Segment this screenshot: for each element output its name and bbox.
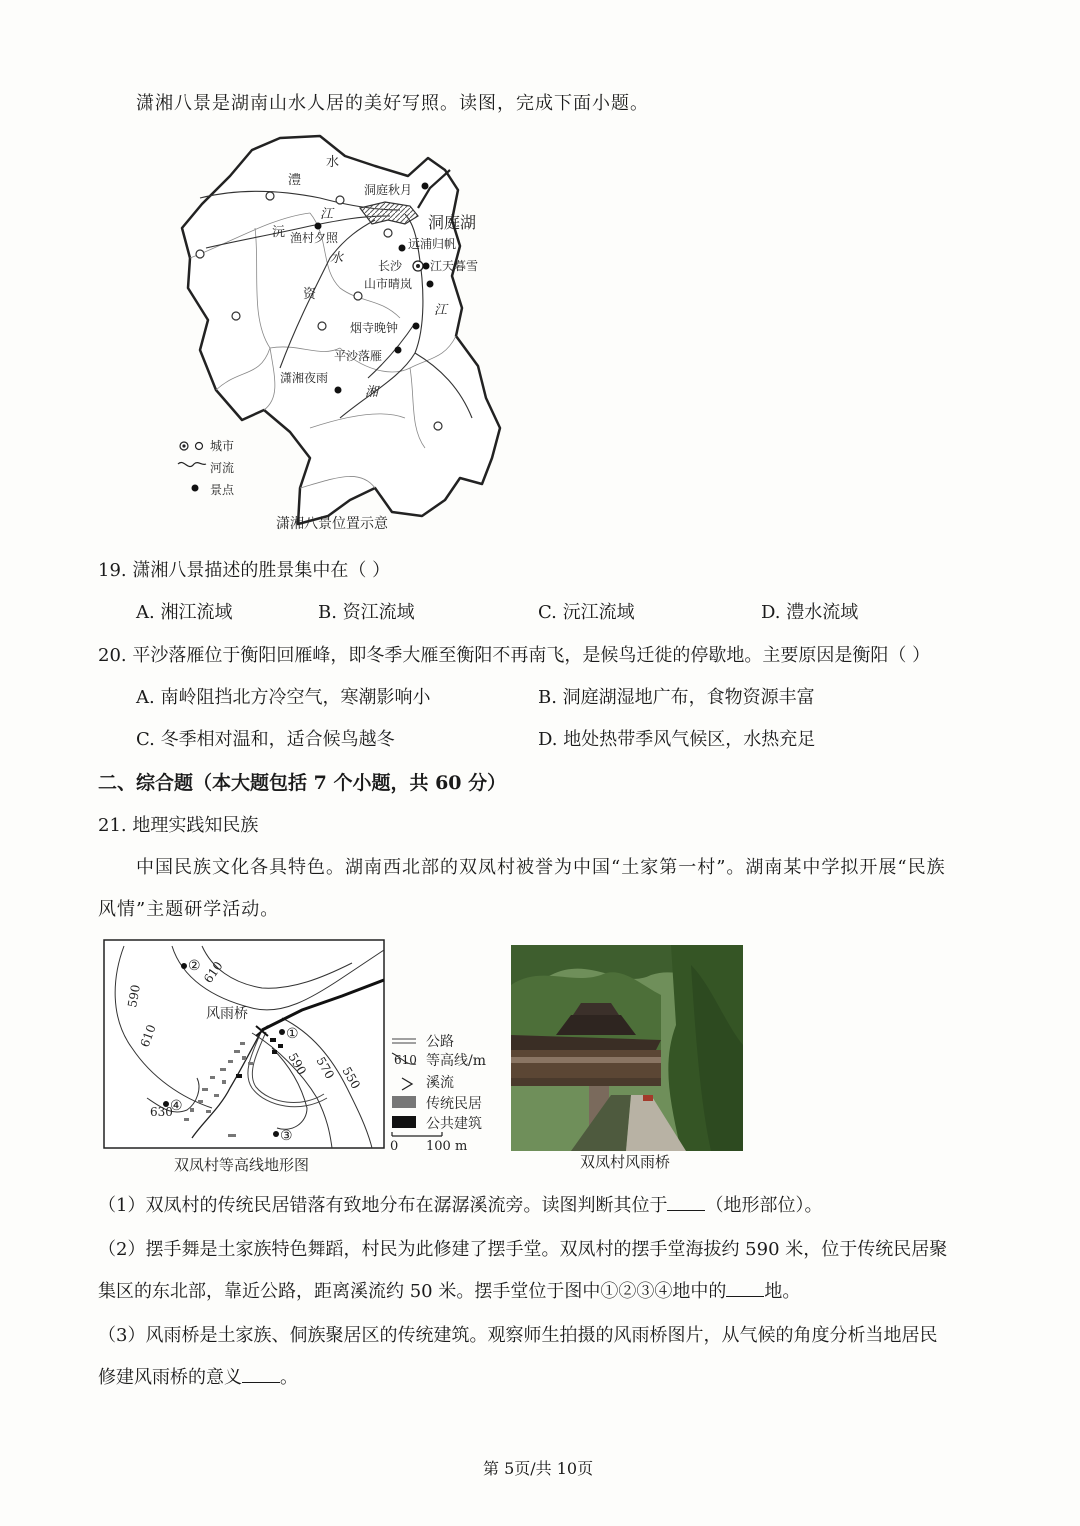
contour-label: 550: [339, 1064, 363, 1092]
spot-label: 洞庭秋月: [364, 183, 413, 197]
q21-sub2-text-b: 地。: [764, 1281, 801, 1302]
q21-title: 21. 地理实践知民族: [98, 815, 259, 836]
q19-option-d[interactable]: D. 澧水流域: [761, 602, 859, 623]
spot-label: 烟寺晚钟: [350, 321, 399, 335]
q21-sub3-line2: [98, 1366, 298, 1390]
contour-label: 610: [137, 1022, 159, 1050]
q21-intro-line2: 风情”主题研学活动。: [98, 899, 280, 920]
q21-sub2-text-a: 集区的东北部，靠近公路，距离溪流约 50 米。摆手堂位于图中①②③④地中的: [98, 1281, 727, 1302]
q20-stem: 20. 平沙落雁位于衡阳回雁峰，即冬季大雁至衡阳不再南飞，是候鸟迁徙的停歇地。主要原因是衡阳（ ）: [98, 645, 931, 666]
q20-option-d[interactable]: D. 地处热带季风气候区，水热充足: [538, 729, 816, 750]
q21-intro-line1: 中国民族文化各具特色。湖南西北部的双凤村被誉为中国“土家第一村”。湖南某中学拟开展“民族: [136, 857, 946, 878]
scale-label: 100 m: [426, 1139, 468, 1154]
legend-public: 公共建筑: [426, 1116, 482, 1132]
point-4: ④: [170, 1098, 183, 1114]
page-footer: 第 5页/共 10页: [483, 1459, 594, 1478]
q21-sub1-text-a: （1）双凤村的传统民居错落有致地分布在潺潺溪流旁。读图判断其位于: [98, 1195, 668, 1216]
answer-blank-1[interactable]: [667, 1194, 705, 1211]
legend-river: 河流: [210, 461, 235, 475]
contour-label: 570: [313, 1054, 337, 1082]
spot-label: 潇湘夜雨: [280, 371, 329, 385]
city-label: 长沙: [378, 259, 403, 273]
q21-sub3-line1: （3）风雨桥是土家族、侗族聚居区的传统建筑。观察师生拍摄的风雨桥图片，从气候的角度分析当地居民: [98, 1325, 938, 1346]
river-label: 江: [320, 207, 334, 222]
legend-contour: 等高线/m: [426, 1053, 486, 1069]
spot-label: 渔村夕照: [290, 231, 339, 245]
q20-option-a[interactable]: A. 南岭阻挡北方冷空气，寒潮影响小: [136, 687, 431, 708]
river-label: 澧: [288, 173, 302, 188]
photo-caption: 双凤村风雨桥: [580, 1153, 671, 1171]
bridge-photo: [511, 945, 743, 1151]
contour-label: 610: [200, 958, 226, 986]
spot-label: 远浦归帆: [408, 237, 457, 251]
spot-label: 江天暮雪: [430, 259, 479, 273]
answer-blank-2[interactable]: [726, 1280, 764, 1297]
q21-sub2-line2: [98, 1280, 800, 1304]
legend-houses: 传统民居: [426, 1096, 482, 1112]
q19-option-c[interactable]: C. 沅江流域: [538, 602, 635, 623]
river-label: 湘: [365, 385, 379, 400]
contour-label: 590: [285, 1050, 309, 1078]
map1-legend: [178, 439, 235, 497]
point-3: ③: [280, 1128, 293, 1144]
shuangfeng-contour-map: [102, 938, 512, 1178]
lake-label: 洞庭湖: [428, 213, 477, 232]
map2-caption: 双凤村等高线地形图: [174, 1156, 310, 1174]
river-label: 水: [330, 251, 344, 266]
legend-city: 城市: [210, 439, 235, 453]
map2-legend: [390, 1034, 486, 1154]
legend-road: 公路: [426, 1034, 454, 1050]
q19-option-a[interactable]: A. 湘江流域: [136, 602, 233, 623]
scale-zero: 0: [390, 1139, 399, 1154]
q21-sub1-text-b: （地形部位）。: [705, 1195, 823, 1216]
point-2: ②: [188, 958, 201, 974]
contour-label: 590: [125, 983, 143, 1009]
spot-label: 平沙落雁: [334, 349, 383, 363]
q21-sub3-text-a: 修建风雨桥的意义: [98, 1367, 242, 1388]
q21-sub3-text-b: 。: [280, 1367, 298, 1388]
intro-text: 潇湘八景是湖南山水人居的美好写照。读图，完成下面小题。: [136, 93, 649, 114]
point-1: ①: [286, 1026, 299, 1042]
q19-stem: 19. 潇湘八景描述的胜景集中在（ ）: [98, 560, 391, 581]
map1-caption: 潇湘八景位置示意: [276, 516, 388, 532]
spot-label: 山市晴岚: [364, 277, 413, 291]
river-label: 资: [303, 287, 317, 302]
contour-label: 630: [150, 1105, 173, 1119]
answer-blank-3[interactable]: [242, 1366, 280, 1383]
legend-stream: 溪流: [426, 1075, 454, 1091]
bridge-illustration: [511, 945, 743, 1151]
legend-contour-value: 610: [394, 1053, 417, 1067]
q19-option-b[interactable]: B. 资江流域: [318, 602, 415, 623]
river-label: 江: [434, 303, 448, 318]
river-label: 沅: [272, 225, 286, 240]
river-label: 水: [326, 155, 340, 170]
q20-option-b[interactable]: B. 洞庭湖湿地广布，食物资源丰富: [538, 687, 815, 708]
legend-spot: 景点: [210, 483, 235, 497]
q21-sub1: [98, 1194, 822, 1218]
bridge-label: 风雨桥: [206, 1006, 248, 1022]
q21-sub2-line1: （2）摆手舞是土家族特色舞蹈，村民为此修建了摆手堂。双凤村的摆手堂海拔约 590 米，位于传统民居聚: [98, 1239, 948, 1260]
q20-option-c[interactable]: C. 冬季相对温和，适合候鸟越冬: [136, 729, 395, 750]
section-2-title: 二、综合题（本大题包括 7 个小题，共 60 分）: [98, 772, 507, 794]
xiaoxiang-map: [160, 128, 520, 540]
